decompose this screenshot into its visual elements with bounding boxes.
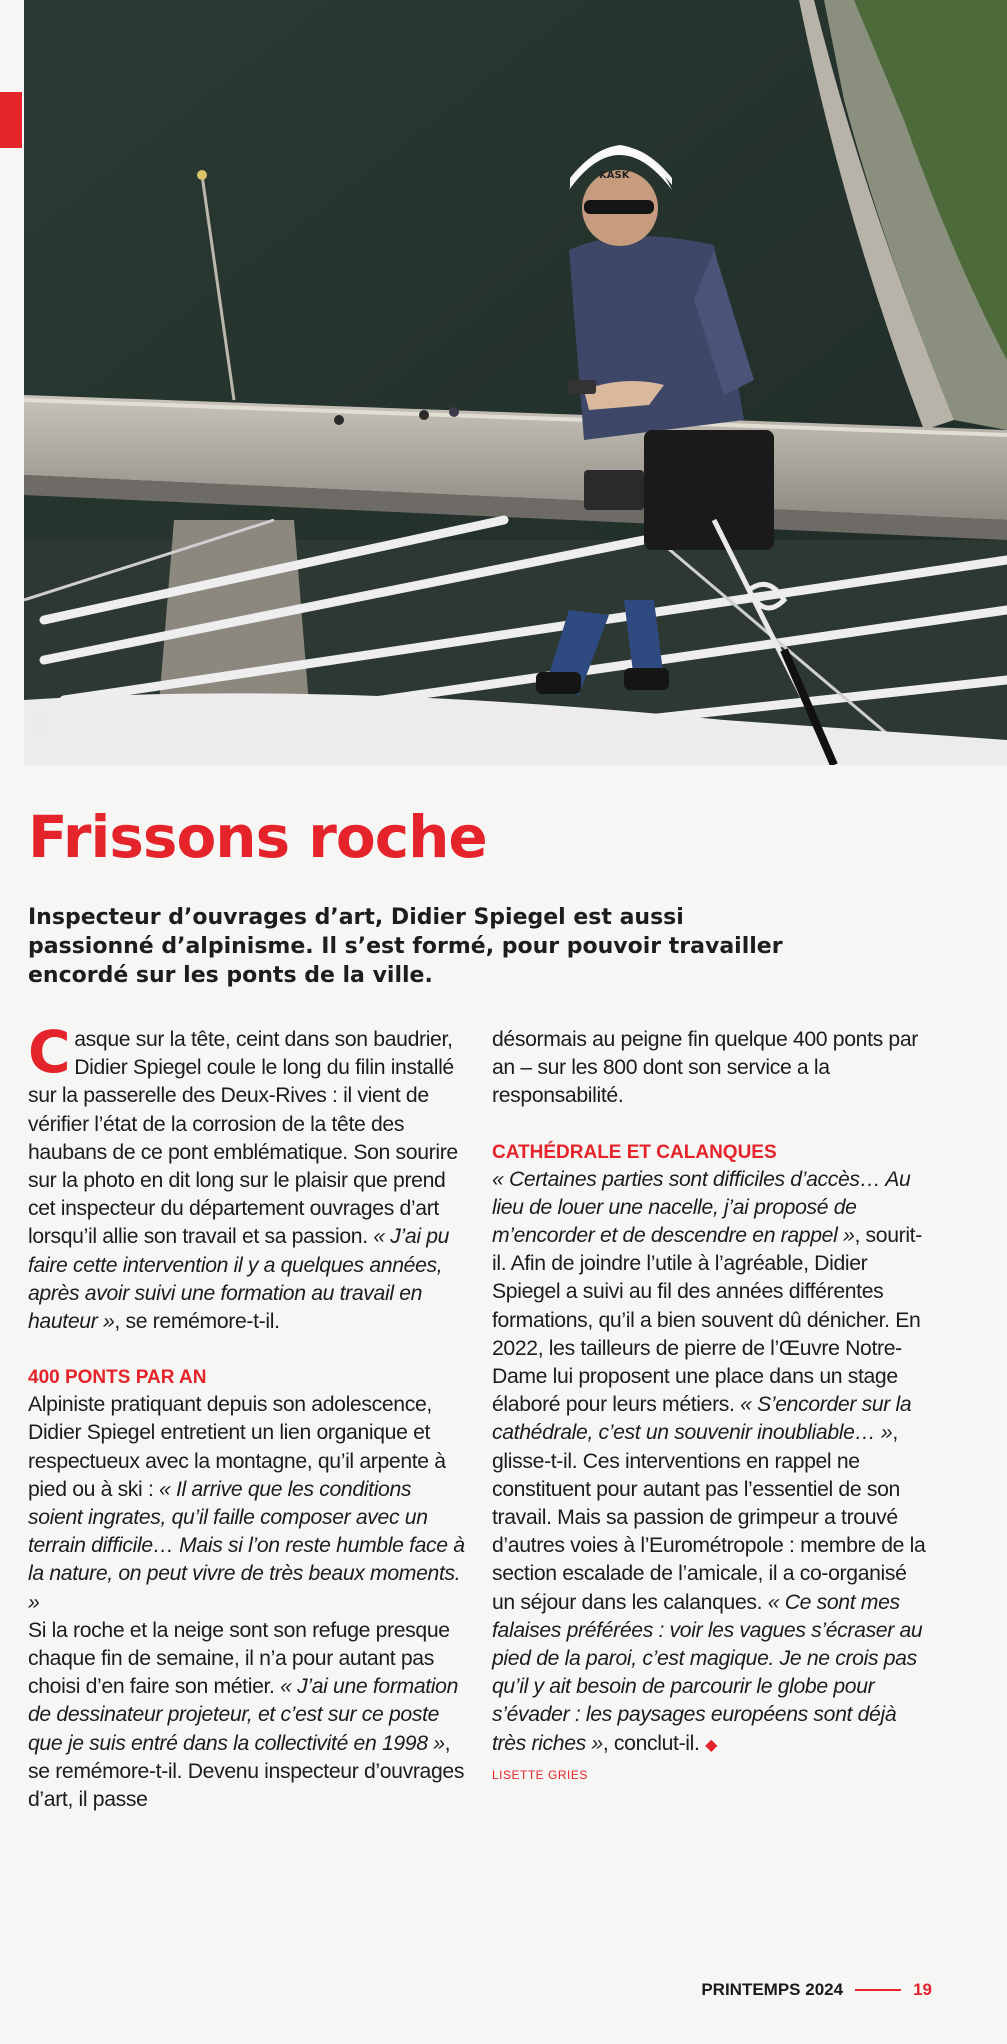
quote: « Il arrive que les conditions soient ingrates, qu’il faille composer avec un terrain difficile… Mais si l’on reste humble face à la nature, on peut vivre de très beaux moments. »	[28, 1477, 465, 1614]
page-number: 19	[913, 1980, 932, 1999]
paragraph-text: , conclut-il.	[602, 1731, 700, 1755]
article-column-left	[28, 1018, 470, 1814]
photo-illustration	[24, 0, 1007, 765]
footer-rule	[855, 1989, 901, 1991]
page-footer	[701, 1980, 932, 2000]
article-headline: Frissons roche	[28, 803, 487, 871]
paragraph	[28, 1617, 470, 1814]
quote: « S’encorder sur la cathédrale, c’est un souvenir inoubliable… »	[492, 1393, 912, 1445]
drop-cap: C	[28, 1018, 71, 1086]
paragraph-text: Si la roche et la neige sont son refuge presque chaque fin de semaine, il n’a pour autant pas choisi d’en faire son métier.	[28, 1618, 450, 1699]
quote: « J’ai pu faire cette intervention il y a quelques années, après avoir suivi une formation au travail en hauteur »	[28, 1225, 450, 1334]
paragraph-text: , glisse-t-il. Ces interventions en rappel ne constituent pour autant pas l’essentiel de son travail. Mais sa passion de grimpeur a trouvé d’autres voies à l’Eurométropole : membre de la section escalade de l’amicale, il a co-organisé un séjour dans les calanques.	[492, 1421, 926, 1614]
issue-label: PRINTEMPS 2024	[701, 1980, 844, 1999]
paragraph-text: asque sur la tête, ceint dans son baudrier, Didier Spiegel coule le long du filin installé sur la passerelle des Deux-Rives : il vient de vérifier l’état de la corrosion de la tête des haubans de ce pont emblématique. Son sourire sur la photo en dit long sur le plaisir que prend cet inspecteur du département ouvrages d’art lorsqu’il allie son travail et sa passion.	[28, 1028, 458, 1249]
paragraph	[28, 1391, 470, 1617]
svg-text:KASK: KASK	[599, 170, 630, 181]
article-column-right	[492, 1026, 932, 1790]
paragraph-text: Alpiniste pratiquant depuis son adolescence, Didier Spiegel entretient un lien organique et respectueux avec la montagne, qu’il arpente à pied ou à ski :	[28, 1393, 446, 1501]
quote: « Certaines parties sont difficiles d’accès… Au lieu de louer une nacelle, j’ai proposé de m’encorder et de descendre en rappel »	[492, 1167, 911, 1248]
paragraph	[28, 1018, 470, 1336]
paragraph	[492, 1166, 932, 1760]
paragraph-text: , se remémore-t-il. Devenu inspecteur d’ouvrages d’art, il passe	[28, 1731, 465, 1812]
section-tab	[0, 92, 22, 148]
paragraph: désormais au peigne fin quelque 400 ponts par an – sur les 800 dont son service a la responsabilité.	[492, 1028, 918, 1108]
paragraph-text: , sourit-il. Afin de joindre l’utile à l’agréable, Didier Spiegel a suivi au fil des années différentes formations, qu’il a bien souvent dû dénicher. En 2022, les tailleurs de pierre de l’Œuvre Notre-Dame lui proposent une place dans un stage élaboré pour leurs métiers.	[492, 1224, 922, 1417]
section-subhead: CATHÉDRALE ET CALANQUES	[492, 1141, 777, 1163]
end-diamond-icon: ◆	[705, 1736, 718, 1754]
article-photo	[24, 0, 1007, 765]
paragraph-text: , se remémore-t-il.	[114, 1310, 280, 1334]
photo-credit: DR	[36, 714, 48, 732]
author-byline: LISETTE GRIES	[492, 1767, 588, 1782]
article-lead: Inspecteur d’ouvrages d’art, Didier Spiegel est aussi passionné d’alpinisme. Il s’est formé, pour pouvoir travailler encordé sur les ponts de la ville.	[28, 905, 783, 988]
quote: « Ce sont mes falaises préférées : voir les vagues s’écraser au pied de la paroi, c’est magique. Je ne crois pas qu’il y ait besoin de parcourir le globe pour s’évader : les paysages européens sont déjà très riches »	[492, 1590, 923, 1755]
section-subhead: 400 PONTS PAR AN	[28, 1367, 207, 1389]
quote: « J’ai une formation de dessinateur projeteur, et c’est sur ce poste que je suis entré dans la collectivité en 1998 »	[28, 1675, 459, 1755]
